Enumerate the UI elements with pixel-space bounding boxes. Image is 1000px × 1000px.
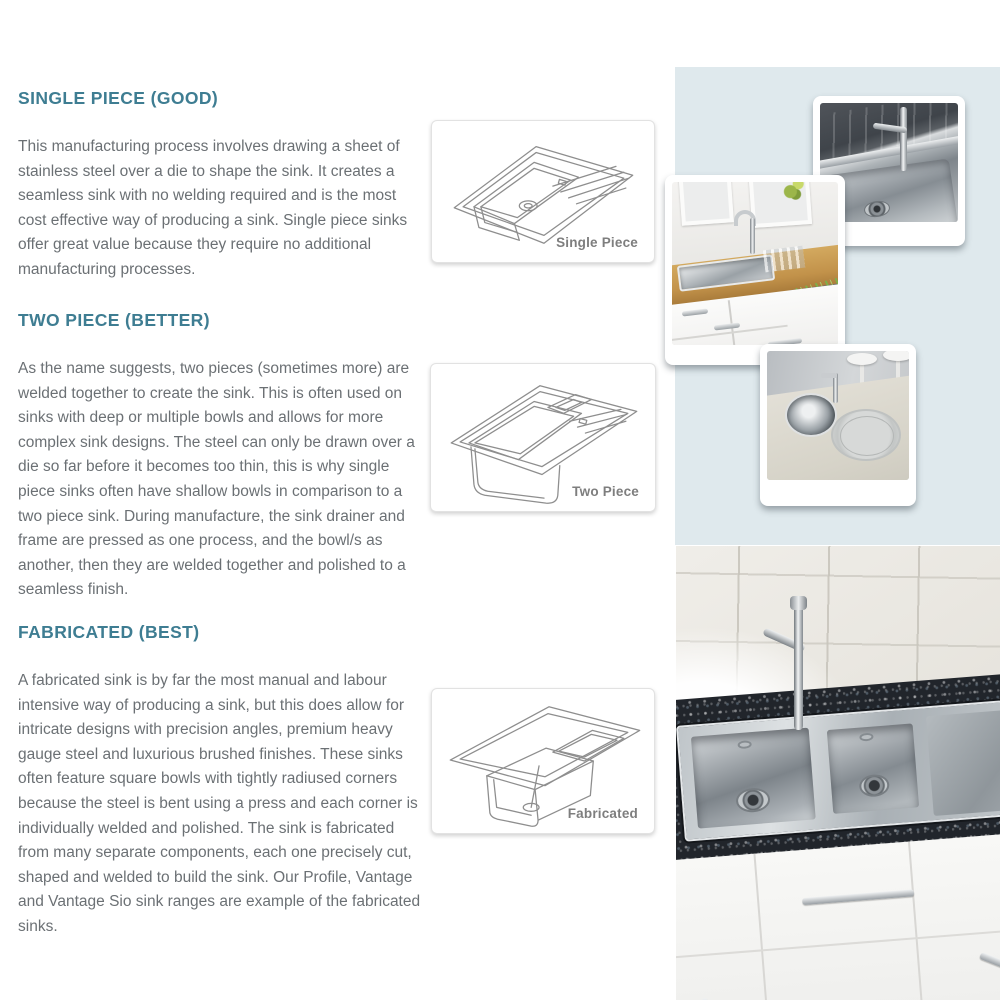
window-frame <box>678 182 734 226</box>
round-bowl <box>785 393 837 437</box>
cabinet-door-gap <box>753 854 771 1000</box>
section-two-piece <box>18 310 426 603</box>
diagram-label-fabricated: Fabricated <box>567 806 638 821</box>
tap <box>750 218 755 254</box>
section-single-piece <box>18 88 426 283</box>
section-heading-fabricated: FABRICATED (BEST) <box>18 622 200 642</box>
section-body-two-piece: As the name suggests, two pieces (sometimes more) are welded together to create the sink. This is often used on sinks with deep or multiple bowls and allows for more complex sink designs. The steel can only be drawn over a die so far before it becomes too thin, this is why single piece sinks often have shallow bowls in comparison to a two piece sink. During manufacture, the sink drainer and frame are pressed as one process, and the bowl/s as another, then they are welded together and polished to a seamless finish. <box>18 360 415 599</box>
stainless-sink <box>676 697 1000 842</box>
cabinet-fronts <box>676 830 1000 1000</box>
section-body-single-piece: This manufacturing process involves drawing a sheet of stainless steel over a die to shape the sink. It creates a seamless sink with no welding required and is the most cost effective way of producing a sink. Single piece sinks offer great value because they require no additional manufacturing processes. <box>18 138 408 278</box>
drainer-area <box>926 708 1000 816</box>
round-drainer <box>831 409 901 461</box>
photo-kitchen-worktop-image <box>672 182 838 345</box>
plant <box>780 182 806 202</box>
diagram-two-piece <box>430 363 656 512</box>
stool-seat <box>847 353 877 365</box>
tap <box>794 604 803 730</box>
diagram-fabricated <box>431 688 655 834</box>
tap-cap <box>790 596 807 610</box>
diagram-label-two-piece: Two Piece <box>572 484 639 499</box>
square-bowl-large <box>691 728 816 829</box>
section-fabricated <box>18 622 426 940</box>
cabinet-drawer-gap <box>676 926 1000 961</box>
photo-round-sink <box>760 344 916 506</box>
diagram-label-single-piece: Single Piece <box>556 235 638 250</box>
cabinet-door-gap <box>908 841 926 1000</box>
section-heading-single-piece: SINGLE PIECE (GOOD) <box>18 88 219 108</box>
tap <box>900 107 907 171</box>
photo-kitchen-worktop <box>665 175 845 365</box>
photo-fabricated-sink <box>676 546 1000 1000</box>
section-heading-two-piece: TWO PIECE (BETTER) <box>18 310 210 330</box>
diagram-single-piece <box>431 120 655 263</box>
cabinet-handle <box>979 952 1000 983</box>
photo-round-sink-image <box>767 351 909 480</box>
section-body-fabricated: A fabricated sink is by far the most manual and labour intensive way of producing a sink, but this does allow for intricate designs with precision angles, premium heavy gauge steel and luxurious brushed finishes. These sinks often feature square bowls with tightly radiused corners because the steel is bent using a press and each corner is individually welded and polished. The sink is fabricated from many separate components, each one precisely cut, shaped and welded to build the sink. Our Profile, Vantage and Vantage Sio sink ranges are example of the fabricated sinks. <box>18 672 421 935</box>
tap <box>833 373 838 403</box>
cabinet-handle <box>802 889 914 905</box>
